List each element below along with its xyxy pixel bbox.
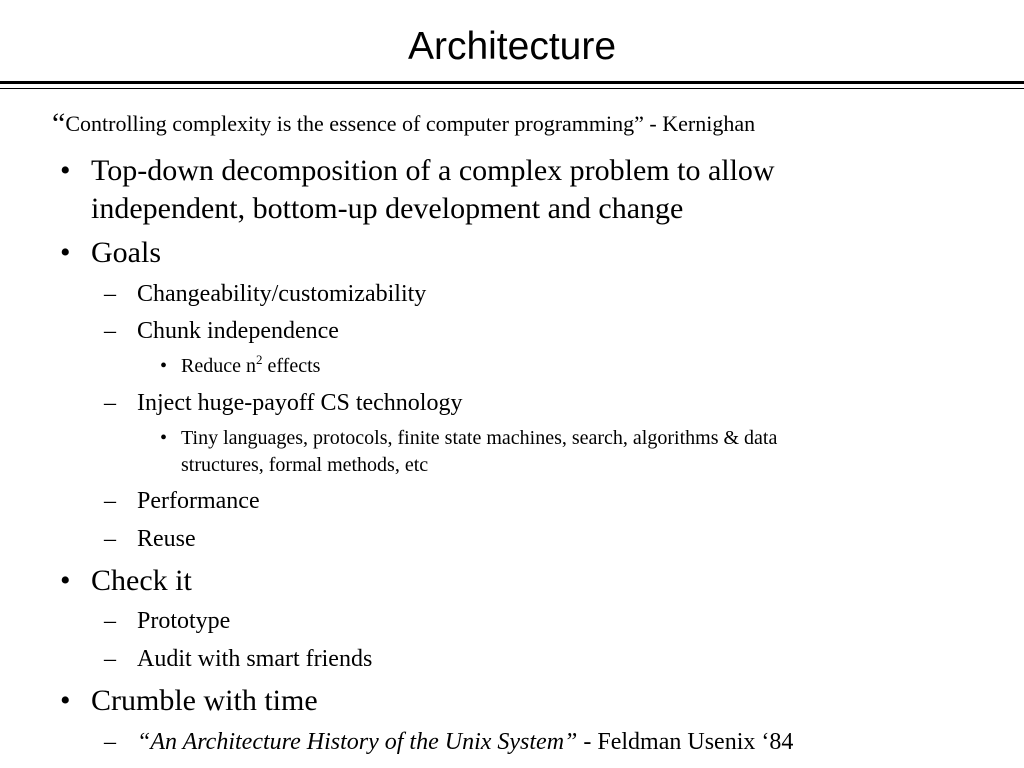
bullet-marker: •: [60, 154, 71, 187]
sub-item-text: Prototype: [137, 608, 231, 634]
dash-marker: –: [104, 729, 116, 755]
sub-item-text: Changeability/customizability: [137, 281, 427, 307]
sub-item-text: [137, 727, 793, 757]
paper-title: “An Architecture History of the Unix System”: [137, 729, 578, 755]
dash-marker: –: [104, 390, 116, 416]
sub-item-text: Performance: [137, 488, 260, 514]
sub-item-text: Inject huge-payoff CS technology: [137, 390, 463, 416]
sub-item-text: Audit with smart friends: [137, 646, 373, 672]
bullet-marker: •: [60, 236, 71, 269]
bullet-marker-small: •: [160, 427, 168, 449]
bullet-text-line: Top-down decomposition of a complex problem to allow: [91, 154, 775, 187]
dash-marker: –: [104, 318, 116, 344]
bullet-marker-small: •: [160, 355, 168, 377]
sub-sub-item-text: [181, 353, 320, 380]
bullet-text-line: independent, bottom-up development and change: [91, 192, 684, 225]
quote-close-mark: ”: [634, 111, 644, 136]
dash-marker: –: [104, 281, 116, 307]
quote-open-mark: “: [52, 107, 66, 140]
superscript: 2: [255, 352, 263, 367]
sub-item-text: Chunk independence: [137, 318, 339, 344]
bullet-marker: •: [60, 684, 71, 717]
sub-item-text: Reuse: [137, 526, 196, 552]
dash-marker: –: [104, 488, 116, 514]
slide-title: Architecture: [407, 25, 617, 68]
dash-marker: –: [104, 646, 116, 672]
sub-sub-item-text-line: structures, formal methods, etc: [181, 454, 429, 476]
dash-marker: –: [104, 526, 116, 552]
bullet-text: Crumble with time: [91, 684, 318, 717]
bullet-marker: •: [60, 564, 71, 597]
bullet-text: Goals: [91, 236, 161, 269]
title-divider-thin: [0, 88, 1024, 89]
text-part: effects: [262, 355, 321, 377]
quote-attribution: - Kernighan: [643, 111, 756, 136]
kernighan-quote: [52, 108, 755, 140]
bullet-text: Check it: [91, 564, 192, 597]
title-divider-thick: [0, 81, 1024, 84]
quote-text: Controlling complexity is the essence of computer programming: [65, 111, 635, 136]
text-part: Reduce n: [181, 355, 256, 377]
paper-attribution: - Feldman Usenix ‘84: [577, 729, 794, 755]
dash-marker: –: [104, 608, 116, 634]
sub-sub-item-text-line: Tiny languages, protocols, finite state machines, search, algorithms & data: [181, 427, 778, 449]
